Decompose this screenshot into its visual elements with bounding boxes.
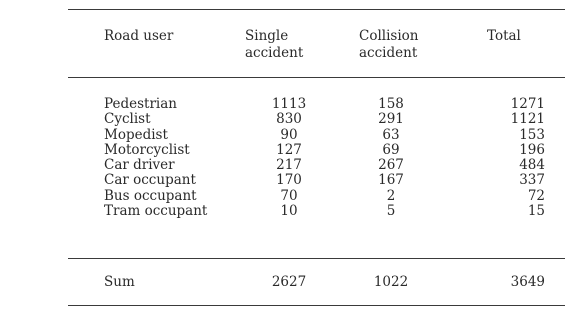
row-user: Bus occupant (104, 187, 197, 204)
row-single: 127 (276, 141, 302, 158)
row-single: 170 (276, 172, 302, 189)
sum-total: 3649 (510, 274, 545, 290)
row-collision: 5 (386, 203, 396, 220)
table-row (104, 204, 545, 219)
row-single: 217 (276, 157, 302, 174)
table-row (104, 173, 545, 188)
row-user: Tram occupant (104, 203, 208, 220)
row-total: 72 (527, 187, 545, 204)
header-road-user: Road user (104, 28, 174, 44)
row-user: Motorcyclist (104, 141, 190, 158)
bottom-rule (68, 305, 565, 306)
header-single-line2: accident (245, 45, 304, 61)
header-single-accident (245, 28, 303, 62)
header-collision-accident (359, 28, 418, 62)
row-user: Pedestrian (104, 96, 177, 112)
row-collision: 69 (382, 141, 400, 158)
row-user: Cyclist (104, 111, 151, 128)
row-total: 196 (519, 141, 545, 158)
row-total: 484 (519, 157, 545, 174)
sum-single: 2627 (271, 274, 307, 290)
header-collision-line2: accident (359, 45, 418, 61)
header-total: Total (487, 28, 521, 44)
table-row (104, 189, 545, 204)
row-user: Car occupant (104, 172, 196, 189)
sum-rule (68, 258, 565, 259)
table-row (104, 128, 545, 143)
table-body (104, 97, 545, 219)
row-collision: 167 (378, 172, 404, 189)
row-collision: 2 (386, 187, 396, 204)
table-row (104, 158, 545, 173)
row-single: 1113 (271, 96, 307, 112)
row-collision: 291 (378, 111, 404, 128)
table-row (104, 97, 545, 112)
sum-collision: 1022 (373, 274, 409, 290)
top-rule (68, 9, 565, 10)
header-single-line1: Single (245, 28, 289, 44)
data-table (104, 97, 545, 219)
row-collision: 63 (382, 126, 400, 143)
header-rule (68, 77, 565, 78)
row-total: 1121 (510, 111, 545, 128)
table-row (104, 112, 545, 127)
row-collision: 267 (378, 157, 404, 174)
header-collision-line1: Collision (359, 28, 419, 44)
row-single: 10 (280, 203, 298, 220)
row-total: 153 (519, 126, 545, 143)
sum-label: Sum (104, 274, 135, 290)
table-row (104, 143, 545, 158)
row-collision: 158 (378, 96, 404, 112)
row-single: 90 (280, 126, 298, 143)
row-total: 15 (527, 203, 545, 220)
row-total: 337 (519, 172, 545, 189)
row-total: 1271 (510, 96, 545, 112)
row-single: 830 (276, 111, 302, 128)
row-user: Car driver (104, 157, 175, 174)
row-single: 70 (280, 187, 298, 204)
row-user: Mopedist (104, 126, 168, 143)
